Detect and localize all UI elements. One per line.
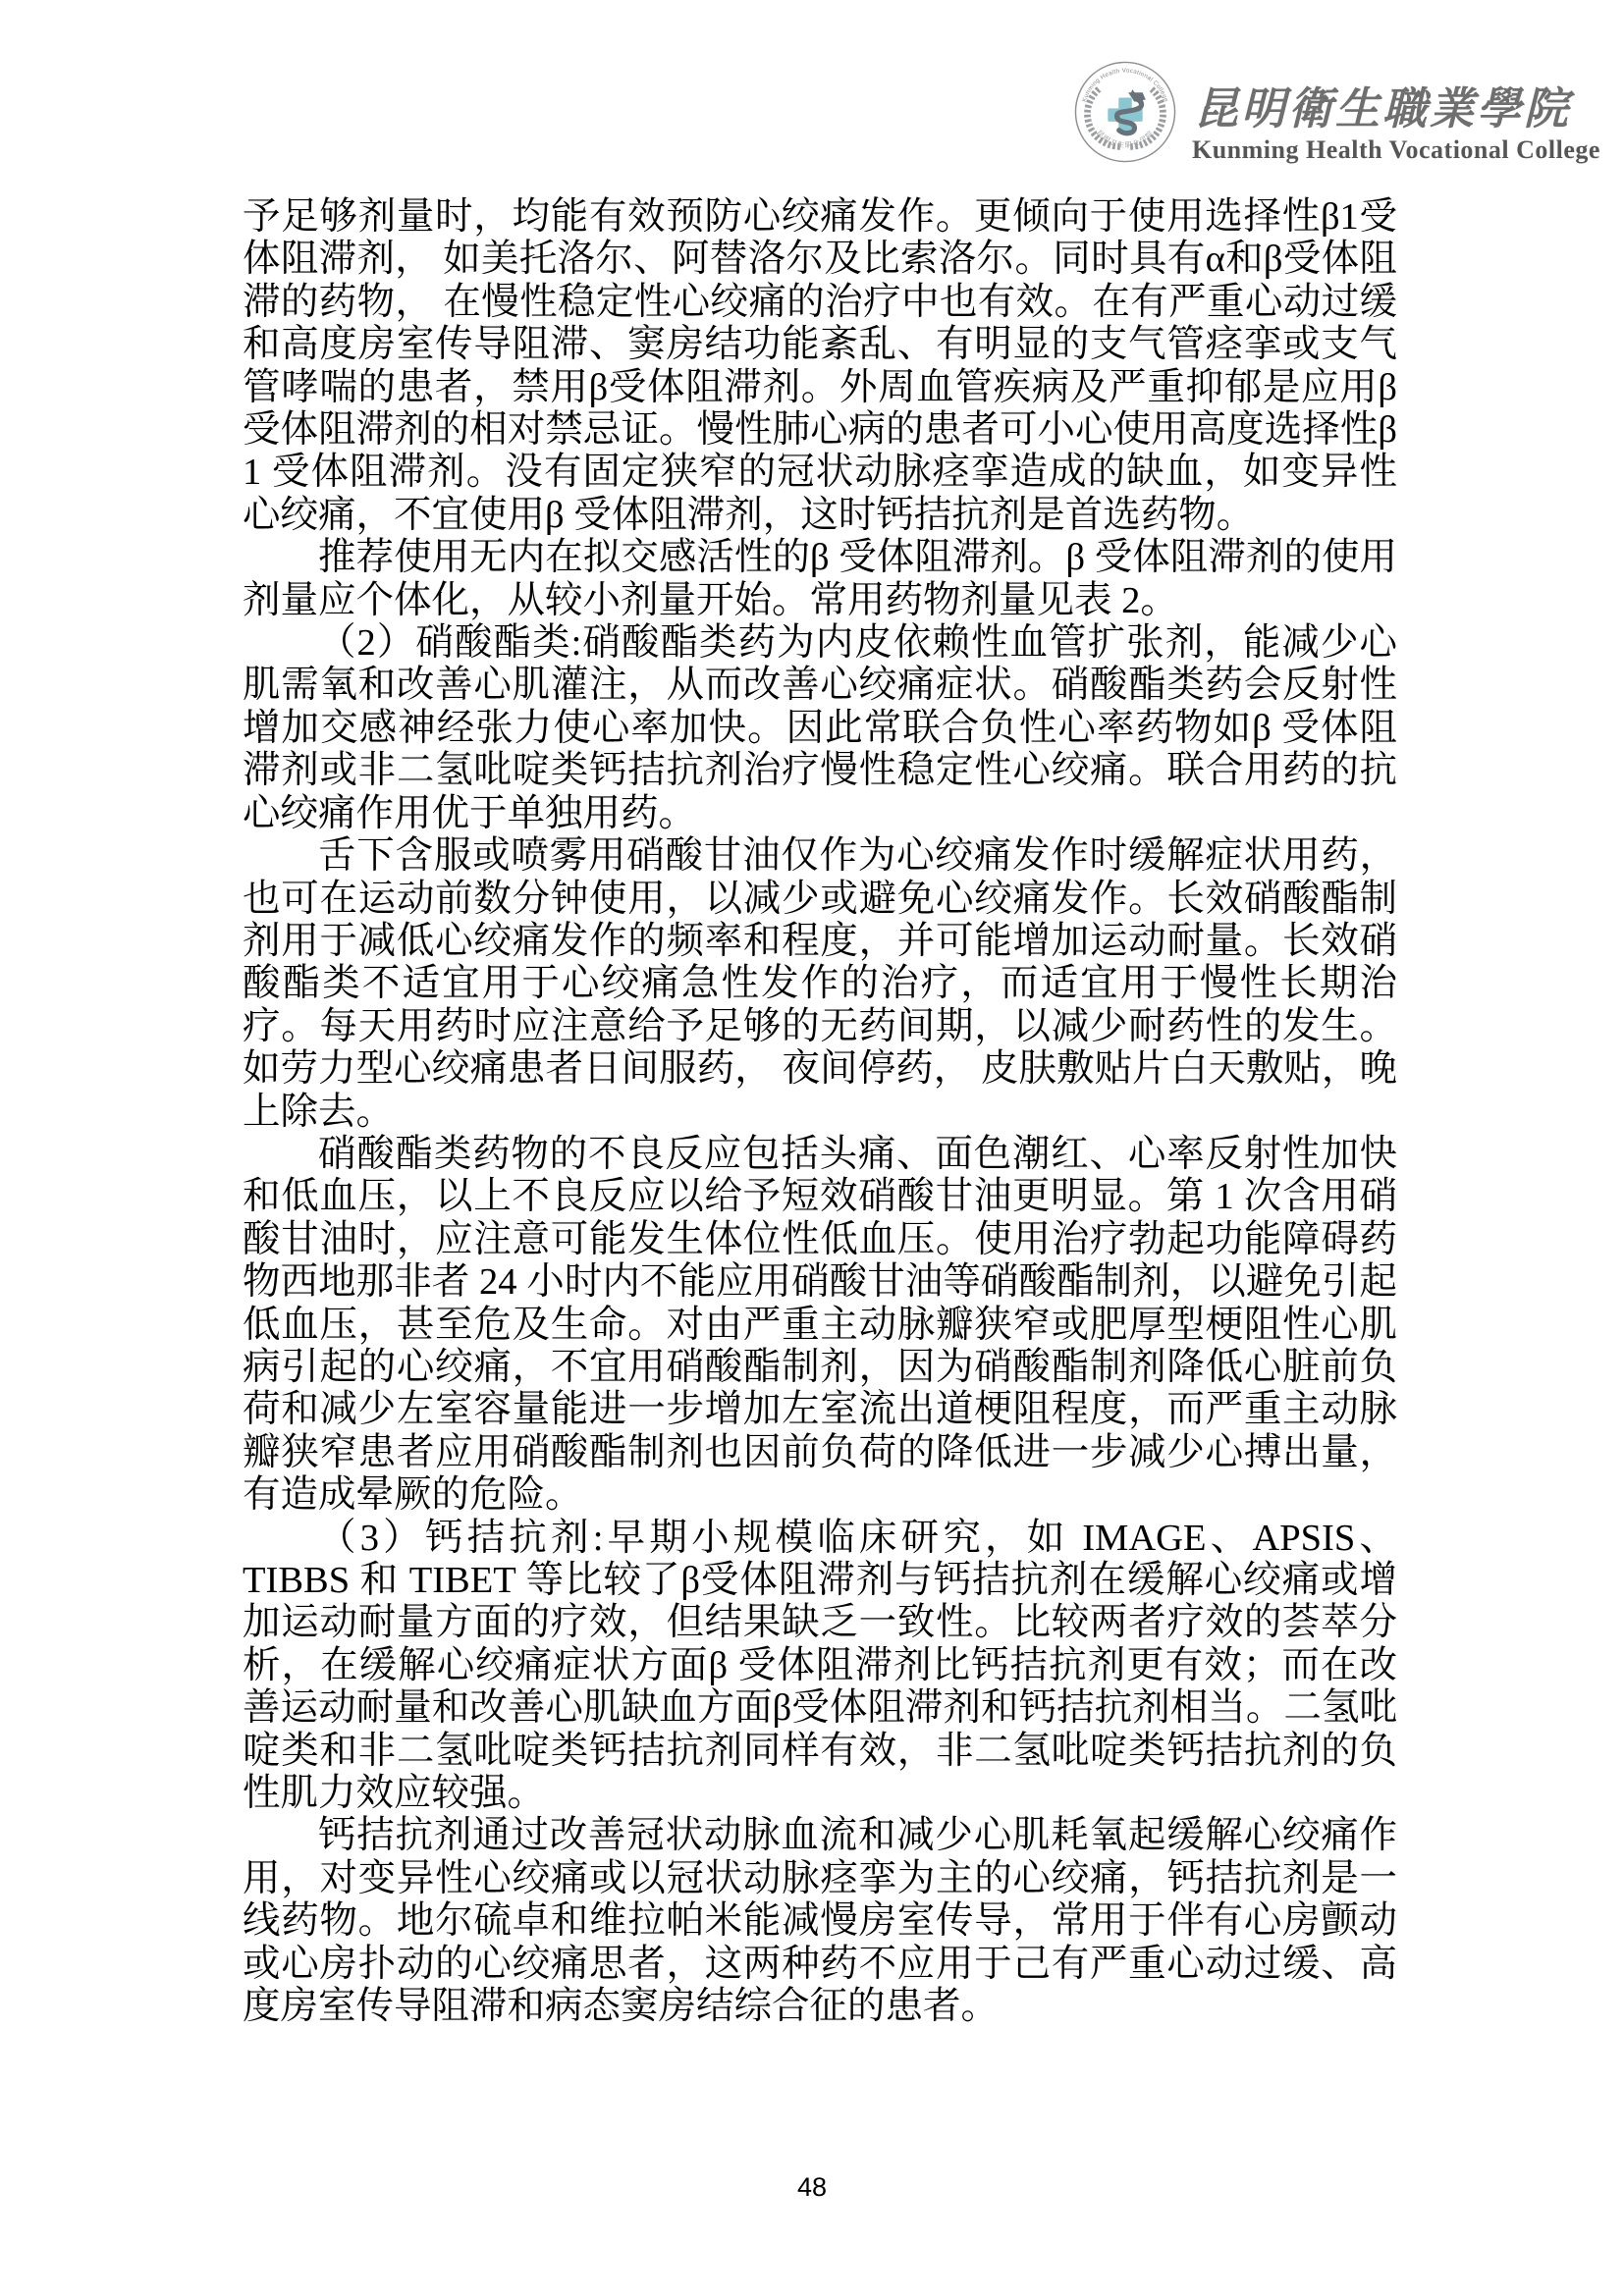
college-name-calligraphy: 昆明衛生職業學院 (1194, 84, 1572, 133)
college-name-english: Kunming Health Vocational College (1192, 135, 1600, 164)
paragraph: 予足够剂量时，均能有效预防心绞痛发作。更倾向于使用选择性β1受体阻滞剂， 如美托洛尔、阿替洛尔及比索洛尔。同时具有α和β受体阻滞的药物， 在慢性稳定性心绞痛的治疗中也有效。在有严重心动过缓和高度房室传导阻滞、窦房结功能紊乱、有明显的支气管痉挛或支气管哮喘的患者，禁用β受体阻滞剂。外周血管疾病及严重抑郁是应用β受体阻滞剂的相对禁忌证。慢性肺心病的患者可小心使用高度选择性β 1 受体阻滞剂。没有固定狭窄的冠状动脉痉挛造成的缺血，如变异性心绞痛，不宜使用β 受体阻滞剂，这时钙拮抗剂是首选药物。 (243, 196, 1397, 536)
paragraph: （2）硝酸酯类:硝酸酯类药为内皮依赖性血管扩张剂，能减少心肌需氧和改善心肌灌注，从而改善心绞痛症状。硝酸酯类药会反射性增加交感神经张力使心率加快。因此常联合负性心率药物如β 受体阻滞剂或非二氢吡啶类钙拮抗剂治疗慢性稳定性心绞痛。联合用药的抗心绞痛作用优于单独用药。 (243, 622, 1397, 834)
college-emblem-logo (1074, 61, 1176, 163)
body-text (243, 196, 1397, 2028)
paragraph: 舌下含服或喷雾用硝酸甘油仅作为心绞痛发作时缓解症状用药，也可在运动前数分钟使用，以减少或避免心绞痛发作。长效硝酸酯制剂用于减低心绞痛发作的频率和程度，并可能增加运动耐量。长效硝酸酯类不适宜用于心绞痛急性发作的治疗，而适宜用于慢性长期治疗。每天用药时应注意给予足够的无药间期，以减少耐药性的发生。如劳力型心绞痛患者日间服药， 夜间停药， 皮肤敷贴片白天敷贴，晚上除去。 (243, 835, 1397, 1133)
paragraph: 钙拮抗剂通过改善冠状动脉血流和减少心肌耗氧起缓解心绞痛作用，对变异性心绞痛或以冠状动脉痉挛为主的心绞痛，钙拮抗剂是一线药物。地尔硫卓和维拉帕米能减慢房室传导，常用于伴有心房颤动或心房扑动的心绞痛思者，这两种药不应用于己有严重心动过缓、高度房室传导阻滞和病态窦房结综合征的患者。 (243, 1815, 1397, 2028)
paragraph: 硝酸酯类药物的不良反应包括头痛、面色潮红、心率反射性加快和低血压，以上不良反应以给予短效硝酸甘油更明显。第 1 次含用硝酸甘油时，应注意可能发生体位性低血压。使用治疗勃起功能障碍药物西地那非者 24 小时内不能应用硝酸甘油等硝酸酯制剂，以避免引起低血压，甚至危及生命。对由严重主动脉瓣狭窄或肥厚型梗阻性心肌病引起的心绞痛，不宜用硝酸酯制剂，因为硝酸酯制剂降低心脏前负荷和减少左室容量能进一步增加左室流出道梗阻程度，而严重主动脉瓣狭窄患者应用硝酸酯制剂也因前负荷的降低进一步减少心搏出量， 有造成晕厥的危险。 (243, 1133, 1397, 1517)
page-number: 48 (796, 2172, 828, 2202)
emblem-ring-text-bottom: 昆明卫生职业学院 (1094, 128, 1157, 150)
paragraph: （3）钙拮抗剂:早期小规模临床研究，如 IMAGE、APSIS、TIBBS 和 TIBET 等比较了β受体阻滞剂与钙拮抗剂在缓解心绞痛或增加运动耐量方面的疗效，但结果缺乏一致性。比较两者疗效的荟萃分析，在缓解心绞痛症状方面β 受体阻滞剂比钙拮抗剂更有效；而在改善运动耐量和改善心肌缺血方面β受体阻滞剂和钙拮抗剂相当。二氢吡啶类和非二氢吡啶类钙拮抗剂同样有效，非二氢吡啶类钙拮抗剂的负性肌力效应较强。 (243, 1517, 1397, 1815)
paragraph: 推荐使用无内在拟交感活性的β 受体阻滞剂。β 受体阻滞剂的使用剂量应个体化，从较小剂量开始。常用药物剂量见表 2。 (243, 537, 1397, 621)
emblem-ring-text-top: Kunming Health Vocational College (1081, 67, 1169, 103)
